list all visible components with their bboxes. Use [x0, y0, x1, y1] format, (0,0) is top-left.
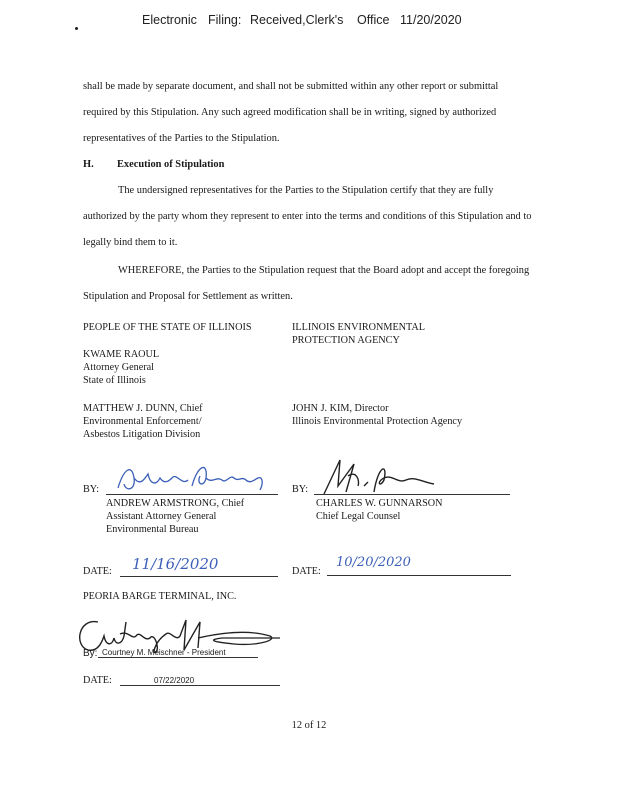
header-office: Office	[357, 13, 390, 27]
ag-title: Attorney General	[83, 362, 154, 373]
armstrong-signature	[112, 460, 272, 498]
third-date-value: 07/22/2020	[154, 676, 195, 685]
armstrong-name: ANDREW ARMSTRONG, Chief	[106, 498, 245, 509]
header-electronic: Electronic	[142, 13, 197, 27]
armstrong-title-2: Environmental Bureau	[106, 524, 199, 535]
scan-speck	[75, 27, 78, 30]
header-date: 11/20/2020	[400, 13, 462, 27]
section-title: Execution of Stipulation	[117, 159, 225, 170]
gunnarson-signature	[318, 456, 438, 498]
right-date-label: DATE:	[292, 566, 321, 577]
armstrong-title-1: Assistant Attorney General	[106, 511, 217, 522]
right-date-line	[327, 575, 511, 576]
meischner-caption: Courtney M. Meischner - President	[102, 648, 226, 657]
third-party-name: PEORIA BARGE TERMINAL, INC.	[83, 591, 237, 602]
header-received: Received,Clerk's	[250, 13, 344, 27]
director-title: Illinois Environmental Protection Agency	[292, 416, 463, 427]
left-date-value: 11/16/2020	[132, 555, 219, 573]
section-letter: H.	[83, 159, 94, 170]
right-date-value: 10/20/2020	[336, 555, 411, 570]
right-by-label: BY:	[292, 484, 309, 495]
paragraph-certify: The undersigned representatives for the Parties to the Stipulation certify that they are fully authorized by the party whom they represent to enter into the terms and conditions of this Stipulation and to legally bind them to it.	[83, 185, 532, 248]
chief-name: MATTHEW J. DUNN, Chief	[83, 403, 203, 414]
third-date-label: DATE:	[83, 675, 112, 686]
paragraph-modification: shall be made by separate document, and shall not be submitted within any other report or submittal required by this Stipulation. Any such agreed modification shall be in writing, signed by authorized representatives of the Parties to the Stipulation.	[83, 81, 499, 144]
chief-title-1: Environmental Enforcement/	[83, 416, 202, 427]
left-date-line	[120, 576, 278, 577]
paragraph-wherefore: WHEREFORE, the Parties to the Stipulation request that the Board adopt and accept the foregoing Stipulation and Proposal for Settlement as written.	[83, 265, 530, 302]
header-filing: Filing:	[208, 13, 242, 27]
third-date-line	[120, 685, 280, 686]
third-by-label: By:	[83, 648, 98, 659]
left-date-label: DATE:	[83, 566, 112, 577]
ag-name: KWAME RAOUL	[83, 349, 160, 360]
gunnarson-title: Chief Legal Counsel	[316, 511, 401, 522]
left-signature-line	[106, 494, 278, 495]
page-number: 12 of 12	[291, 720, 327, 731]
chief-title-2: Asbestos Litigation Division	[83, 429, 201, 440]
right-party-name-2: PROTECTION AGENCY	[292, 335, 400, 346]
left-party-name: PEOPLE OF THE STATE OF ILLINOIS	[83, 322, 252, 333]
director-name: JOHN J. KIM, Director	[292, 403, 389, 414]
left-by-label: BY:	[83, 484, 100, 495]
section-heading	[83, 159, 224, 170]
right-signature-line	[314, 494, 510, 495]
right-party-name-1: ILLINOIS ENVIRONMENTAL	[292, 322, 426, 333]
gunnarson-name: CHARLES W. GUNNARSON	[316, 498, 443, 509]
ag-state: State of Illinois	[83, 375, 146, 386]
